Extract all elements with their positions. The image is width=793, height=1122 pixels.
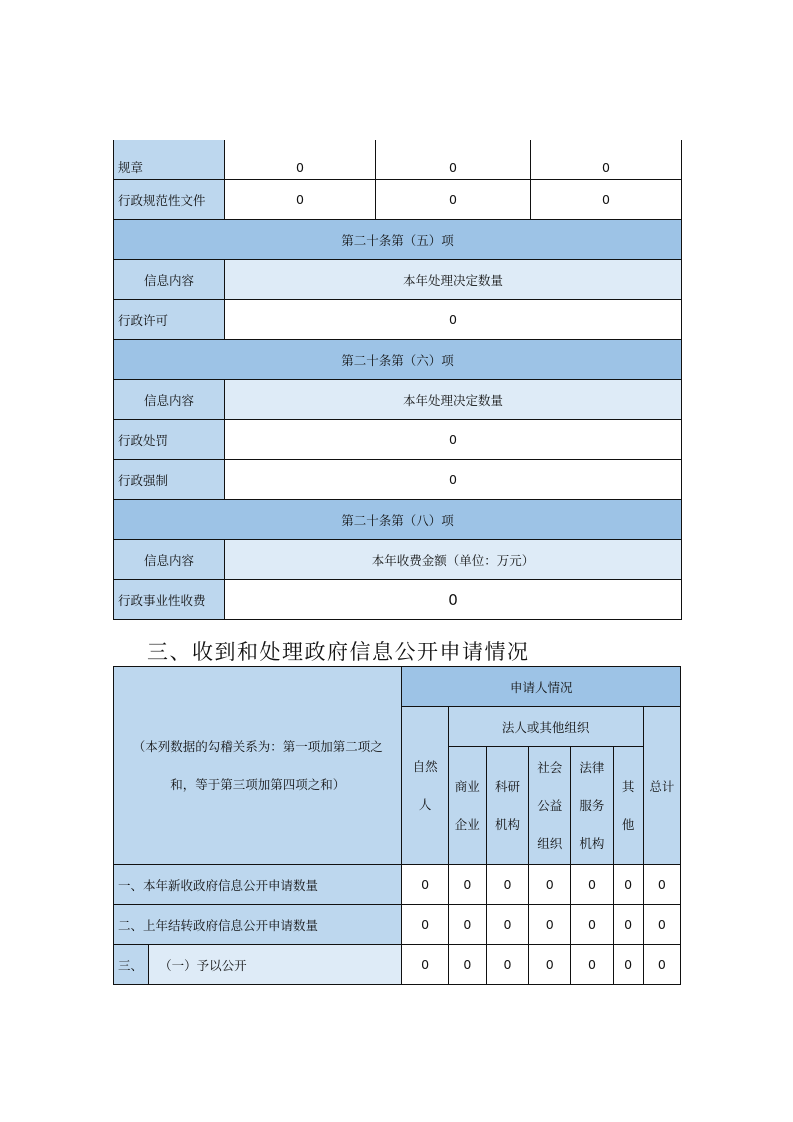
cell-value: 0 xyxy=(571,945,613,985)
cell-value: 0 xyxy=(643,905,680,945)
natural-person-header xyxy=(402,707,448,865)
header-line: 自然 xyxy=(412,758,438,774)
header-line: 他 xyxy=(621,816,635,832)
header-line: 企业 xyxy=(454,816,480,832)
cell-value: 0 xyxy=(225,420,682,460)
table-row xyxy=(114,945,681,985)
info-content-label: 信息内容 xyxy=(114,540,225,580)
cell-value: 0 xyxy=(529,945,571,985)
section-title: 第二十条第（八）项 xyxy=(114,500,682,540)
cell-value: 0 xyxy=(402,905,448,945)
cell-value: 0 xyxy=(613,945,643,985)
table-header-row xyxy=(114,540,682,580)
info-content-label: 信息内容 xyxy=(114,380,225,420)
row-label: 行政许可 xyxy=(114,300,225,340)
total-header: 总计 xyxy=(643,707,680,865)
section-header-row xyxy=(114,220,682,260)
row-prefix: 三、 xyxy=(114,945,149,985)
research-header xyxy=(486,747,528,865)
cell-value: 0 xyxy=(402,945,448,985)
cell-value: 0 xyxy=(225,300,682,340)
cell-value: 0 xyxy=(376,180,531,220)
header-line: 人 xyxy=(418,796,432,812)
header-line: 公益 xyxy=(537,797,563,813)
section-heading: 三、收到和处理政府信息公开申请情况 xyxy=(147,640,530,664)
cell-value: 0 xyxy=(613,865,643,905)
header-line: 机构 xyxy=(495,816,521,832)
cell-value: 0 xyxy=(529,905,571,945)
header-line: 科研 xyxy=(495,778,521,794)
header-line: 服务 xyxy=(579,797,605,813)
other-header xyxy=(613,747,643,865)
table-row xyxy=(114,420,682,460)
cell-value: 0 xyxy=(225,580,682,620)
legal-service-header xyxy=(571,747,613,865)
header-line: 法律 xyxy=(579,759,605,775)
row-label: 二、上年结转政府信息公开申请数量 xyxy=(114,905,402,945)
section-header-row xyxy=(114,500,682,540)
row-label: 行政强制 xyxy=(114,460,225,500)
row-label: 规章 xyxy=(114,140,225,180)
cell-value: 0 xyxy=(225,180,376,220)
table-row xyxy=(114,865,681,905)
row-label: 行政规范性文件 xyxy=(114,180,225,220)
table-row xyxy=(114,460,682,500)
cell-value: 0 xyxy=(402,865,448,905)
cell-value: 0 xyxy=(225,460,682,500)
table-row xyxy=(114,905,681,945)
row-label: （一）予以公开 xyxy=(149,945,402,985)
section-title: 第二十条第（六）项 xyxy=(114,340,682,380)
table-header-row xyxy=(114,260,682,300)
cell-value: 0 xyxy=(376,140,531,180)
applicant-header: 申请人情况 xyxy=(402,667,681,707)
cell-value: 0 xyxy=(448,945,486,985)
row-label: 行政事业性收费 xyxy=(114,580,225,620)
cell-value: 0 xyxy=(613,905,643,945)
relation-note xyxy=(114,667,402,865)
application-stats-table xyxy=(113,666,681,985)
table-row xyxy=(114,300,682,340)
cell-value: 0 xyxy=(486,945,528,985)
note-line: （本列数据的勾稽关系为：第一项加第二项之 xyxy=(132,738,383,754)
cell-value: 0 xyxy=(531,140,682,180)
section-title: 第二十条第（五）项 xyxy=(114,220,682,260)
header-line: 社会 xyxy=(537,759,563,775)
header-line: 组织 xyxy=(537,835,563,851)
cell-value: 0 xyxy=(486,905,528,945)
section-header-row xyxy=(114,340,682,380)
header-line: 机构 xyxy=(579,835,605,851)
note-line: 和，等于第三项加第四项之和） xyxy=(170,776,346,792)
cell-value: 0 xyxy=(643,945,680,985)
cell-value: 0 xyxy=(448,865,486,905)
info-content-label: 信息内容 xyxy=(114,260,225,300)
table-row xyxy=(114,180,682,220)
row-label: 一、本年新收政府信息公开申请数量 xyxy=(114,865,402,905)
legal-documents-table xyxy=(113,140,682,620)
table-row xyxy=(114,580,682,620)
column-header: 本年处理决定数量 xyxy=(225,380,682,420)
cell-value: 0 xyxy=(531,180,682,220)
business-header xyxy=(448,747,486,865)
cell-value: 0 xyxy=(448,905,486,945)
legal-entity-header: 法人或其他组织 xyxy=(448,707,643,747)
cell-value: 0 xyxy=(571,865,613,905)
public-welfare-header xyxy=(529,747,571,865)
table-row xyxy=(114,140,682,180)
column-header: 本年收费金额（单位：万元） xyxy=(225,540,682,580)
column-header: 本年处理决定数量 xyxy=(225,260,682,300)
cell-value: 0 xyxy=(225,140,376,180)
header-line: 其 xyxy=(621,778,635,794)
cell-value: 0 xyxy=(529,865,571,905)
table-header-row xyxy=(114,380,682,420)
table-header-row xyxy=(114,667,681,707)
cell-value: 0 xyxy=(486,865,528,905)
cell-value: 0 xyxy=(571,905,613,945)
header-line: 商业 xyxy=(454,778,480,794)
cell-value: 0 xyxy=(643,865,680,905)
row-label: 行政处罚 xyxy=(114,420,225,460)
